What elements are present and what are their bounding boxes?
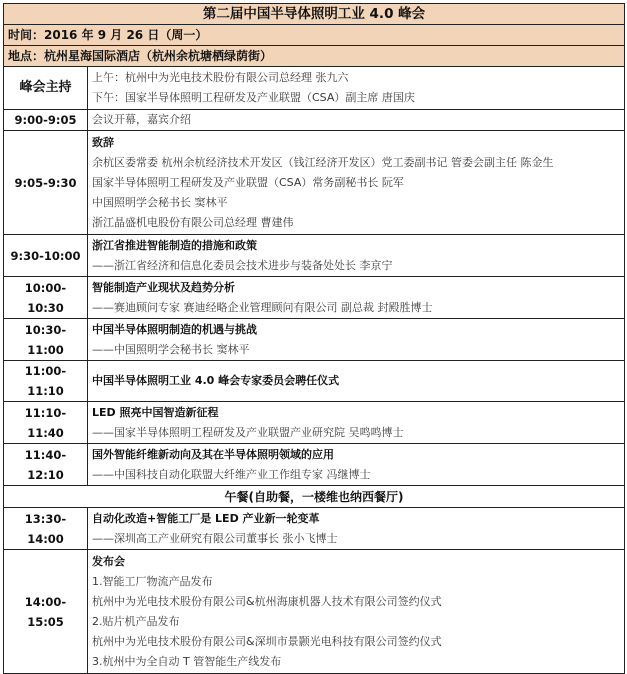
session-row	[4, 508, 625, 550]
session-time: 11:10-11:40	[4, 402, 88, 444]
lunch-row	[4, 486, 625, 508]
session-title: LED 照亮中国智造新征程	[92, 405, 219, 419]
session-row	[4, 361, 625, 402]
session-line: 浙江晶盛机电股份有限公司总经理 曹建伟	[92, 215, 294, 229]
session-row	[4, 550, 625, 674]
session-line: ——中国照明学会秘书长 窦林平	[92, 342, 250, 356]
session-line: ——中国科技自动化联盟大纤维产业工作组专家 冯继博士	[92, 467, 371, 481]
title-row	[4, 4, 625, 25]
session-line: 国家半导体照明工程研发及产业联盟（CSA）常务副秘书长 阮军	[92, 175, 404, 189]
session-time: 14:00-15:05	[4, 550, 88, 674]
session-content	[88, 444, 625, 486]
session-row	[4, 319, 625, 361]
time-row	[4, 25, 625, 46]
host-label: 峰会主持	[4, 67, 88, 110]
host-cell	[88, 67, 625, 110]
host-row	[4, 67, 625, 110]
session-content	[88, 319, 625, 361]
session-line: ——浙江省经济和信息化委员会技术进步与装备处处长 李京宁	[92, 258, 393, 272]
session-row	[4, 277, 625, 319]
session-line: 1.智能工厂物流产品发布	[92, 574, 213, 588]
session-time: 9:00-9:05	[4, 110, 88, 131]
session-content	[88, 277, 625, 319]
session-line: 会议开幕，嘉宾介绍	[92, 113, 191, 126]
session-title: 国外智能纤维新动向及其在半导体照明领域的应用	[92, 447, 334, 461]
session-row	[4, 110, 625, 131]
session-line: 3.杭州中为全自动 T 管智能生产线发布	[92, 654, 282, 668]
session-title: 中国半导体照明工业 4.0 峰会专家委员会聘任仪式	[88, 361, 625, 402]
agenda-document	[3, 3, 624, 674]
session-title: 致辞	[92, 135, 114, 149]
session-content	[88, 110, 625, 131]
session-row	[4, 235, 625, 277]
host-morning: 上午：杭州中为光电技术股份有限公司总经理 张九六	[92, 71, 349, 84]
session-time: 11:40-12:10	[4, 444, 88, 486]
session-row	[4, 402, 625, 444]
lunch-break: 午餐(自助餐，一楼维也纳西餐厅)	[4, 486, 625, 508]
session-title: 智能制造产业现状及趋势分析	[92, 280, 235, 294]
session-content	[88, 508, 625, 550]
session-time: 9:30-10:00	[4, 235, 88, 277]
session-time: 10:00-10:30	[4, 277, 88, 319]
session-line: 杭州中为光电技术股份有限公司&杭州海康机器人技术有限公司签约仪式	[92, 594, 442, 608]
session-line: 2.贴片机产品发布	[92, 614, 180, 628]
session-time: 13:30-14:00	[4, 508, 88, 550]
session-row	[4, 131, 625, 235]
session-line: 杭州中为光电技术股份有限公司&深圳市景颢光电科技有限公司签约仪式	[92, 634, 442, 648]
session-line: ——赛迪顾问专家 赛迪经略企业管理顾问有限公司 副总裁 封殿胜博士	[92, 300, 433, 314]
session-line: ——深圳高工产业研究有限公司董事长 张小飞博士	[92, 531, 338, 545]
session-line: ——国家半导体照明工程研发及产业联盟产业研究院 吴鸣鸣博士	[92, 425, 404, 439]
session-title: 中国半导体照明制造的机遇与挑战	[92, 322, 257, 336]
session-title: 浙江省推进智能制造的措施和政策	[92, 238, 257, 252]
agenda-table	[3, 3, 625, 674]
session-content	[88, 402, 625, 444]
session-title: 发布会	[92, 554, 125, 568]
session-title: 自动化改造+智能工厂是 LED 产业新一轮变革	[92, 511, 320, 525]
session-time: 11:00-11:10	[4, 361, 88, 402]
session-line: 余杭区委常委 杭州余杭经济技术开发区（钱江经济开发区）党工委副书记 管委会副主任 陈金生	[92, 155, 554, 169]
event-location: 地点：杭州星海国际酒店（杭州余杭塘栖绿荫街）	[4, 46, 625, 67]
session-content	[88, 550, 625, 674]
session-row	[4, 444, 625, 486]
agenda-title: 第二届中国半导体照明工业 4.0 峰会	[4, 4, 625, 25]
host-afternoon: 下午：国家半导体照明工程研发及产业联盟（CSA）副主席 唐国庆	[92, 91, 415, 104]
session-time: 10:30-11:00	[4, 319, 88, 361]
event-date: 时间：2016 年 9 月 26 日（周一）	[4, 25, 625, 46]
session-line: 中国照明学会秘书长 窦林平	[92, 195, 228, 209]
session-time: 9:05-9:30	[4, 131, 88, 235]
session-content	[88, 131, 625, 235]
session-content	[88, 235, 625, 277]
location-row	[4, 46, 625, 67]
